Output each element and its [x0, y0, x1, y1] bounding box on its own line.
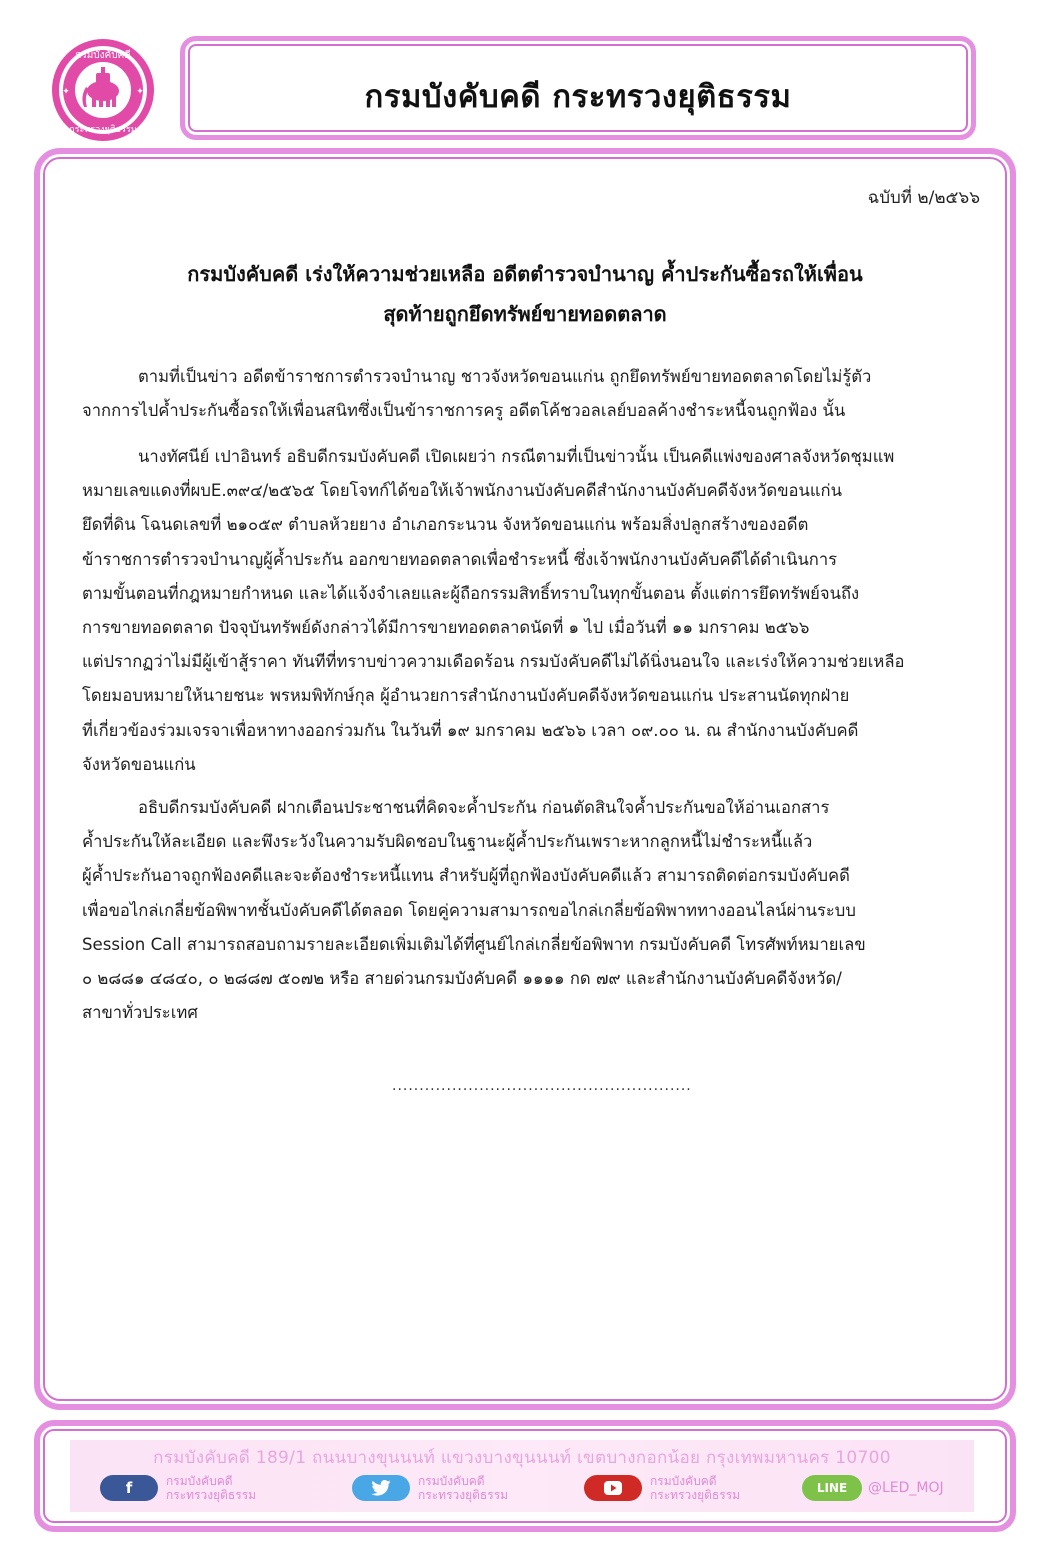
facebook-link[interactable] — [100, 1472, 256, 1504]
department-seal-logo — [50, 37, 156, 143]
paragraph-3-line: Session Call สามารถสอบถามรายละเอียดเพิ่มเติมได้ที่ศูนย์ไกล่เกลี่ยข้อพิพาท กรมบังคับคดี โทรศัพท์หมายเลข — [82, 934, 866, 954]
headline-line-2: สุดท้ายถูกยึดทรัพย์ขายทอดตลาด — [383, 302, 667, 326]
end-of-document-marker: ....................................................... — [392, 1078, 692, 1094]
facebook-label-line2: กระทรวงยุติธรรม — [166, 1488, 257, 1502]
paragraph-3-line: เพื่อขอไกล่เกลี่ยข้อพิพาทชั้นบังคับคดีได้ตลอด โดยคู่ความสามารถขอไกล่เกลี่ยข้อพิพาททางออนไลน์ผ่านระบบ — [82, 900, 856, 920]
paragraph-2-line: นางทัศนีย์ เปาอินทร์ อธิบดีกรมบังคับคดี เปิดเผยว่า กรณีตามที่เป็นข่าวนั้น เป็นคดีแพ่งของศาลจังหวัดชุมแพ — [138, 447, 895, 466]
svg-text:✦: ✦ — [136, 87, 144, 97]
facebook-icon: f — [100, 1475, 158, 1501]
paragraph-1-line: ตามที่เป็นข่าว อดีตข้าราชการตำรวจบำนาญ ชาวจังหวัดขอนแก่น ถูกยึดทรัพย์ขายทอดตลาดโดยไม่รู้ตัว — [138, 367, 872, 386]
twitter-label-line1: กรมบังคับคดี — [418, 1474, 485, 1488]
paragraph-2-line: ข้าราชการตำรวจบำนาญผู้ค้ำประกัน ออกขายทอดตลาดเพื่อชำระหนี้ ซึ่งเจ้าพนักงานบังคับคดีได้ดำเนินการ — [82, 549, 838, 569]
paragraph-2-line: แต่ปรากฏว่าไม่มีผู้เข้าสู้ราคา ทันทีที่ทราบข่าวความเดือดร้อน กรมบังคับคดีไม่ได้นิ่งนอนใจ และเร่งให้ความช่วยเหลือ — [82, 652, 905, 672]
svg-text:กระทรวงยุติธรรม: กระทรวงยุติธรรม — [69, 125, 137, 135]
paragraph-2-line: จังหวัดขอนแก่น — [82, 754, 196, 774]
youtube-icon — [584, 1475, 642, 1501]
header-title-frame — [180, 36, 976, 140]
youtube-link[interactable] — [584, 1472, 740, 1504]
paragraph-1 — [82, 360, 970, 428]
edition-number: ฉบับที่ ๒/๒๕๖๖ — [867, 188, 980, 208]
line-icon: LINE — [802, 1475, 862, 1501]
svg-text:✦: ✦ — [62, 87, 70, 97]
youtube-label-line1: กรมบังคับคดี — [650, 1474, 717, 1488]
paragraph-2 — [82, 440, 970, 782]
paragraph-2-line: ที่เกี่ยวข้องร่วมเจรจาเพื่อหาทางออกร่วมกัน ในวันที่ ๑๙ มกราคม ๒๕๖๖ เวลา ๐๙.๐๐ น. ณ สำนักงานบังคับคดี — [82, 720, 859, 740]
twitter-label-line2: กระทรวงยุติธรรม — [418, 1488, 509, 1502]
svg-text:กรมบังคับคดี: กรมบังคับคดี — [75, 50, 131, 61]
paragraph-3-line: ๐ ๒๘๘๑ ๔๘๔๐, ๐ ๒๘๘๗ ๕๐๗๒ หรือ สายด่วนกรมบังคับคดี ๑๑๑๑ กด ๗๙ และสำนักงานบังคับคดีจังหวัด/ — [82, 969, 842, 989]
page-title: กรมบังคับคดี กระทรวงยุติธรรม — [364, 79, 792, 115]
paragraph-1-line: จากการไปค้ำประกันซื้อรถให้เพื่อนสนิทซึ่งเป็นข้าราชการครู อดีตโค้ชวอลเลย์บอลค้างชำระหนี้จนถูกฟ้อง นั้น — [82, 401, 846, 421]
footer-address: กรมบังคับคดี 189/1 ถนนบางขุนนนท์ แขวงบางขุนนนท์ เขตบางกอกน้อย กรุงเทพมหานคร 10700 — [153, 1448, 891, 1468]
facebook-label-line1: กรมบังคับคดี — [166, 1474, 233, 1488]
facebook-label — [166, 1474, 256, 1502]
headline-line-1: กรมบังคับคดี เร่งให้ความช่วยเหลือ อดีตตำรวจบำนาญ ค้ำประกันซื้อรถให้เพื่อน — [187, 262, 863, 286]
youtube-label-line2: กระทรวงยุติธรรม — [650, 1488, 741, 1502]
paragraph-2-line: หมายเลขแดงที่ผบE.๓๙๔/๒๕๖๕ โดยโจทก์ได้ขอให้เจ้าพนักงานบังคับคดีสำนักงานบังคับคดีจังหวัดขอนแก่น — [82, 481, 842, 501]
youtube-label — [650, 1474, 740, 1502]
paragraph-2-line: ยึดที่ดิน โฉนดเลขที่ ๒๑๐๕๙ ตำบลห้วยยาง อำเภอกระนวน จังหวัดขอนแก่น พร้อมสิ่งปลูกสร้างของอดีต — [82, 515, 809, 535]
paragraph-3-line: อธิบดีกรมบังคับคดี ฝากเตือนประชาชนที่คิดจะค้ำประกัน ก่อนตัดสินใจค้ำประกันขอให้อ่านเอกสาร — [138, 798, 830, 817]
twitter-link[interactable] — [352, 1472, 508, 1504]
twitter-icon — [352, 1475, 410, 1501]
paragraph-3 — [82, 791, 970, 1030]
paragraph-2-line: ตามขั้นตอนที่กฎหมายกำหนด และได้แจ้งจำเลยและผู้ถือกรรมสิทธิ์ทราบในทุกขั้นตอน ตั้งแต่การยึดทรัพย์จนถึง — [82, 583, 860, 603]
paragraph-3-line: ผู้ค้ำประกันอาจถูกฟ้องคดีและจะต้องชำระหนี้แทน สำหรับผู้ที่ถูกฟ้องบังคับคดีแล้ว สามารถติดต่อกรมบังคับคดี — [82, 866, 850, 886]
paragraph-2-line: การขายทอดตลาด ปัจจุบันทรัพย์ดังกล่าวได้มีการขายทอดตลาดนัดที่ ๑ ไป เมื่อวันที่ ๑๑ มกราคม ๒๕๖๖ — [82, 618, 810, 638]
paragraph-2-line: โดยมอบหมายให้นายชนะ พรหมพิทักษ์กุล ผู้อำนวยการสำนักงานบังคับคดีจังหวัดขอนแก่น ประสานนัดทุกฝ่าย — [82, 686, 850, 706]
paragraph-3-line: ค้ำประกันให้ละเอียด และพึงระวังในความรับผิดชอบในฐานะผู้ค้ำประกันเพราะหากลูกหนี้ไม่ชำระหนี้แล้ว — [82, 832, 813, 852]
line-handle: @LED_MOJ — [868, 1480, 944, 1496]
paragraph-3-line: สาขาทั่วประเทศ — [82, 1003, 198, 1023]
line-link[interactable] — [802, 1472, 944, 1504]
twitter-label — [418, 1474, 508, 1502]
